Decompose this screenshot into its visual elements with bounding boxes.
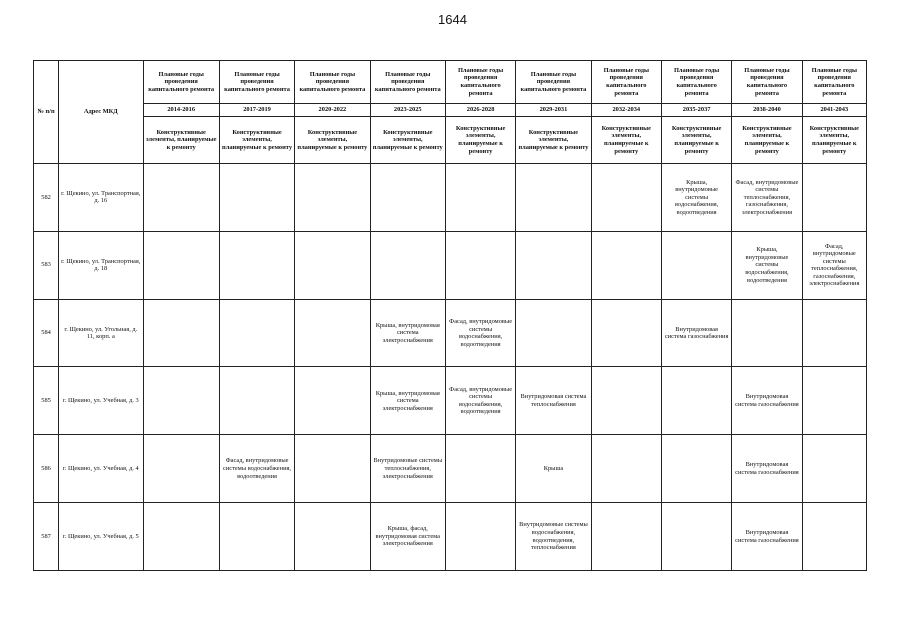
repair-elements-cell (445, 435, 515, 503)
repair-elements-cell: Фасад, внутридомовые системы водоснабжения, водоотведения (219, 435, 294, 503)
repair-elements-cell: Внутридомовая система газоснабжения (732, 367, 802, 435)
header-planned-years: Плановые годы проведения капитального ремонта (445, 61, 515, 104)
header-period: 2038-2040 (732, 104, 802, 117)
row-address: г. Щекино, ул. Учебная, д. 4 (59, 435, 143, 503)
header-structural-elements: Конструктивные элементы, планируемые к ремонту (591, 117, 661, 164)
repair-elements-cell (591, 503, 661, 571)
repair-elements-cell (219, 231, 294, 299)
header-period: 2023-2025 (370, 104, 445, 117)
header-planned-years: Плановые годы проведения капитального ремонта (143, 61, 219, 104)
header-period: 2032-2034 (591, 104, 661, 117)
header-row-number: № п/п (34, 61, 59, 164)
repair-elements-cell (661, 231, 731, 299)
row-address: г. Щекино, ул. Транспортная, д. 16 (59, 164, 143, 232)
repair-elements-cell (445, 164, 515, 232)
row-number: 585 (34, 367, 59, 435)
repair-elements-cell: Крыша, внутридомовые системы водоснабжения, водоотведения (661, 164, 731, 232)
repair-elements-cell (591, 367, 661, 435)
repair-elements-cell (732, 299, 802, 367)
table-header (34, 61, 867, 164)
table-body (34, 164, 867, 571)
row-number: 584 (34, 299, 59, 367)
header-structural-elements: Конструктивные элементы, планируемые к ремонту (516, 117, 591, 164)
repair-elements-cell (143, 503, 219, 571)
header-structural-elements: Конструктивные элементы, планируемые к ремонту (143, 117, 219, 164)
header-planned-years: Плановые годы проведения капитального ремонта (370, 61, 445, 104)
repair-elements-cell: Крыша, внутридомовая система электроснабжения (370, 299, 445, 367)
header-structural-elements: Конструктивные элементы, планируемые к ремонту (219, 117, 294, 164)
repair-elements-cell (591, 164, 661, 232)
repair-elements-cell (802, 367, 866, 435)
repair-elements-cell: Внутридомовая система теплоснабжения (516, 367, 591, 435)
repair-elements-cell (591, 435, 661, 503)
row-number: 583 (34, 231, 59, 299)
repair-elements-cell: Внутридомовые системы водоснабжения, водоотведения, теплоснабжения (516, 503, 591, 571)
header-planned-years: Плановые годы проведения капитального ремонта (732, 61, 802, 104)
repair-elements-cell (295, 435, 370, 503)
repair-elements-cell (370, 164, 445, 232)
row-number: 586 (34, 435, 59, 503)
repair-elements-cell (295, 231, 370, 299)
header-structural-elements: Конструктивные элементы, планируемые к ремонту (295, 117, 370, 164)
repair-elements-cell (370, 231, 445, 299)
table-row (34, 503, 867, 571)
repair-elements-cell (445, 231, 515, 299)
repair-elements-cell (802, 299, 866, 367)
repair-elements-cell (445, 503, 515, 571)
capital-repair-schedule-table (33, 60, 867, 571)
repair-elements-cell: Внутридомовые системы теплоснабжения, электроснабжения (370, 435, 445, 503)
header-period: 2014-2016 (143, 104, 219, 117)
header-address: Адрес МКД (59, 61, 143, 164)
repair-elements-cell (802, 435, 866, 503)
repair-elements-cell: Фасад, внутридомовые системы водоснабжения, водоотведения (445, 299, 515, 367)
repair-elements-cell (295, 299, 370, 367)
repair-elements-cell (295, 164, 370, 232)
header-planned-years: Плановые годы проведения капитального ремонта (591, 61, 661, 104)
table-row (34, 299, 867, 367)
repair-elements-cell (143, 435, 219, 503)
header-structural-elements: Конструктивные элементы, планируемые к ремонту (732, 117, 802, 164)
header-planned-years: Плановые годы проведения капитального ремонта (516, 61, 591, 104)
repair-elements-cell: Крыша (516, 435, 591, 503)
repair-elements-cell (661, 503, 731, 571)
repair-elements-cell (295, 367, 370, 435)
repair-elements-cell: Внутридомовая система газоснабжения (732, 435, 802, 503)
header-planned-years: Плановые годы проведения капитального ремонта (661, 61, 731, 104)
header-period: 2017-2019 (219, 104, 294, 117)
table-row (34, 367, 867, 435)
repair-elements-cell (143, 231, 219, 299)
row-address: г. Щекино, ул. Учебная, д. 3 (59, 367, 143, 435)
header-period: 2029-2031 (516, 104, 591, 117)
repair-elements-cell (295, 503, 370, 571)
header-structural-elements: Конструктивные элементы, планируемые к ремонту (802, 117, 866, 164)
repair-elements-cell (219, 299, 294, 367)
page-number: 1644 (438, 12, 467, 27)
row-number: 582 (34, 164, 59, 232)
repair-elements-cell (516, 231, 591, 299)
repair-elements-cell: Крыша, внутридомовая система электроснабжения (370, 367, 445, 435)
table-row (34, 231, 867, 299)
header-period: 2020-2022 (295, 104, 370, 117)
header-planned-years: Плановые годы проведения капитального ремонта (295, 61, 370, 104)
header-period: 2041-2043 (802, 104, 866, 117)
table-row (34, 435, 867, 503)
repair-elements-cell: Крыша, фасад, внутридомовая система электроснабжения (370, 503, 445, 571)
repair-elements-cell (219, 503, 294, 571)
header-planned-years: Плановые годы проведения капитального ремонта (219, 61, 294, 104)
row-address: г. Щекино, ул. Учебная, д. 5 (59, 503, 143, 571)
repair-elements-cell (802, 164, 866, 232)
repair-elements-cell: Внутридомовая система газоснабжения (661, 299, 731, 367)
repair-elements-cell (591, 231, 661, 299)
header-period: 2026-2028 (445, 104, 515, 117)
repair-elements-cell (219, 367, 294, 435)
row-address: г. Щекино, ул. Угольная, д. 11, корп. а (59, 299, 143, 367)
repair-elements-cell (591, 299, 661, 367)
repair-elements-cell: Фасад, внутридомовые системы теплоснабжения, газоснабжения, электроснабжения (802, 231, 866, 299)
repair-elements-cell (516, 299, 591, 367)
repair-elements-cell (516, 164, 591, 232)
repair-elements-cell: Фасад, внутридомовые системы водоснабжения, водоотведения (445, 367, 515, 435)
header-structural-elements: Конструктивные элементы, планируемые к ремонту (370, 117, 445, 164)
repair-elements-cell: Фасад, внутридомовые системы теплоснабжения, газоснабжения, электроснабжения (732, 164, 802, 232)
repair-elements-cell: Крыша, внутридомовые системы водоснабжения, водоотведения (732, 231, 802, 299)
header-period: 2035-2037 (661, 104, 731, 117)
header-structural-elements: Конструктивные элементы, планируемые к ремонту (661, 117, 731, 164)
table-row (34, 164, 867, 232)
repair-elements-cell (143, 299, 219, 367)
repair-elements-cell (661, 435, 731, 503)
repair-elements-cell (143, 164, 219, 232)
row-address: г. Щекино, ул. Транспортная, д. 18 (59, 231, 143, 299)
repair-elements-cell: Внутридомовая система газоснабжения (732, 503, 802, 571)
repair-elements-cell (143, 367, 219, 435)
repair-elements-cell (661, 367, 731, 435)
header-planned-years: Плановые годы проведения капитального ремонта (802, 61, 866, 104)
repair-elements-cell (802, 503, 866, 571)
repair-elements-cell (219, 164, 294, 232)
row-number: 587 (34, 503, 59, 571)
header-structural-elements: Конструктивные элементы, планируемые к ремонту (445, 117, 515, 164)
